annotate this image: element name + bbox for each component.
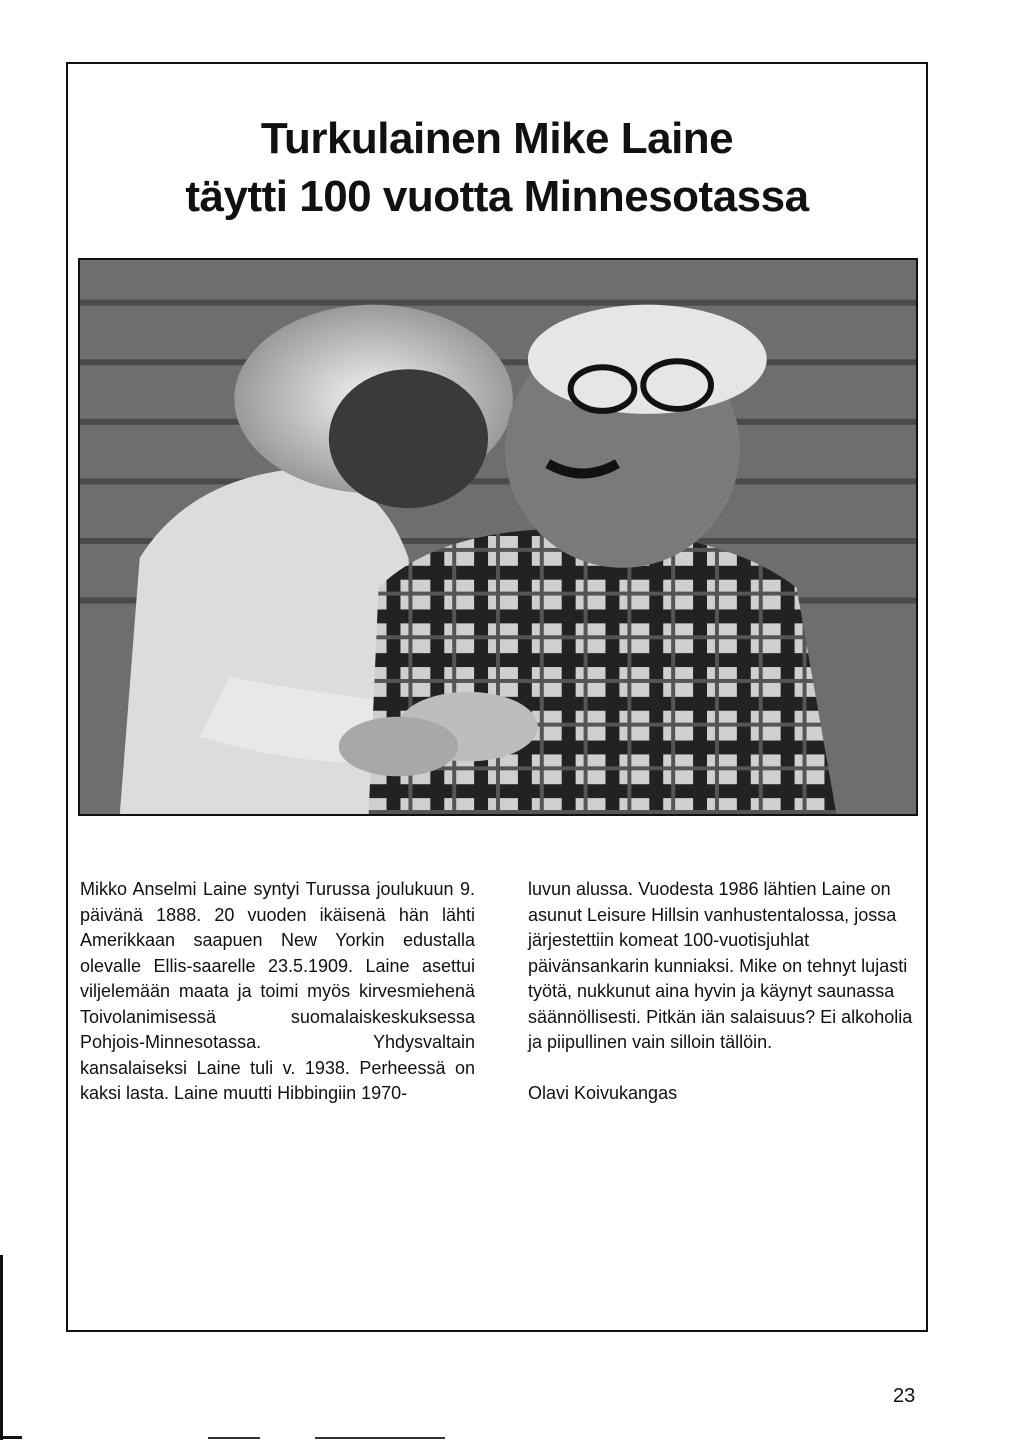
article-paragraph-continued: luvun alussa. Vuodesta 1986 lähtien Laine on asunut Leisure Hillsin vanhustentalossa, jossa järjestettiin komeat 100-vuotisjuhlat päivänsankarin kunniaksi. Mike on tehnyt lujasti työtä, nukkunut aina hyvin ja käynyt saunassa säännöllisesti. Pitkän iän salaisuus? Ei alkoholia ja piipullinen vain silloin tällöin. (528, 879, 913, 1052)
article-body-column-left (80, 877, 475, 1107)
scan-rule-2 (315, 1437, 445, 1439)
title-line-1: Turkulainen Mike Laine (260, 114, 734, 163)
title-line-2: täytti 100 vuotta Minnesotassa (185, 172, 809, 221)
article-frame (66, 62, 928, 1332)
article-title (68, 110, 926, 226)
article-paragraph: Mikko Anselmi Laine syntyi Turussa joulukuun 9. päivänä 1888. 20 vuoden ikäisenä hän lähti Amerikkaan saapuen New Yorkin edustalla olevalle Ellis-saarelle 23.5.1909. Laine asettui viljelemään maata ja toimi myös kirvesmiehenä Toivolanimisessä suomalaiskeskuksessa Pohjois-Minnesotassa. Yhdysvaltain kansalaiseksi Laine tuli v. 1938. Perheessä on kaksi lasta. Laine muutti Hibbingiin 1970- (80, 879, 475, 1103)
photo-illustration (80, 260, 916, 814)
scan-edge-mark-foot (0, 1436, 22, 1439)
author-byline: Olavi Koivukangas (528, 1082, 678, 1103)
article-body-column-right (528, 877, 923, 1106)
scan-rule-1 (208, 1437, 260, 1439)
article-photo (78, 258, 918, 816)
scan-edge-mark (0, 1255, 3, 1440)
page-number: 23 (893, 1385, 916, 1407)
